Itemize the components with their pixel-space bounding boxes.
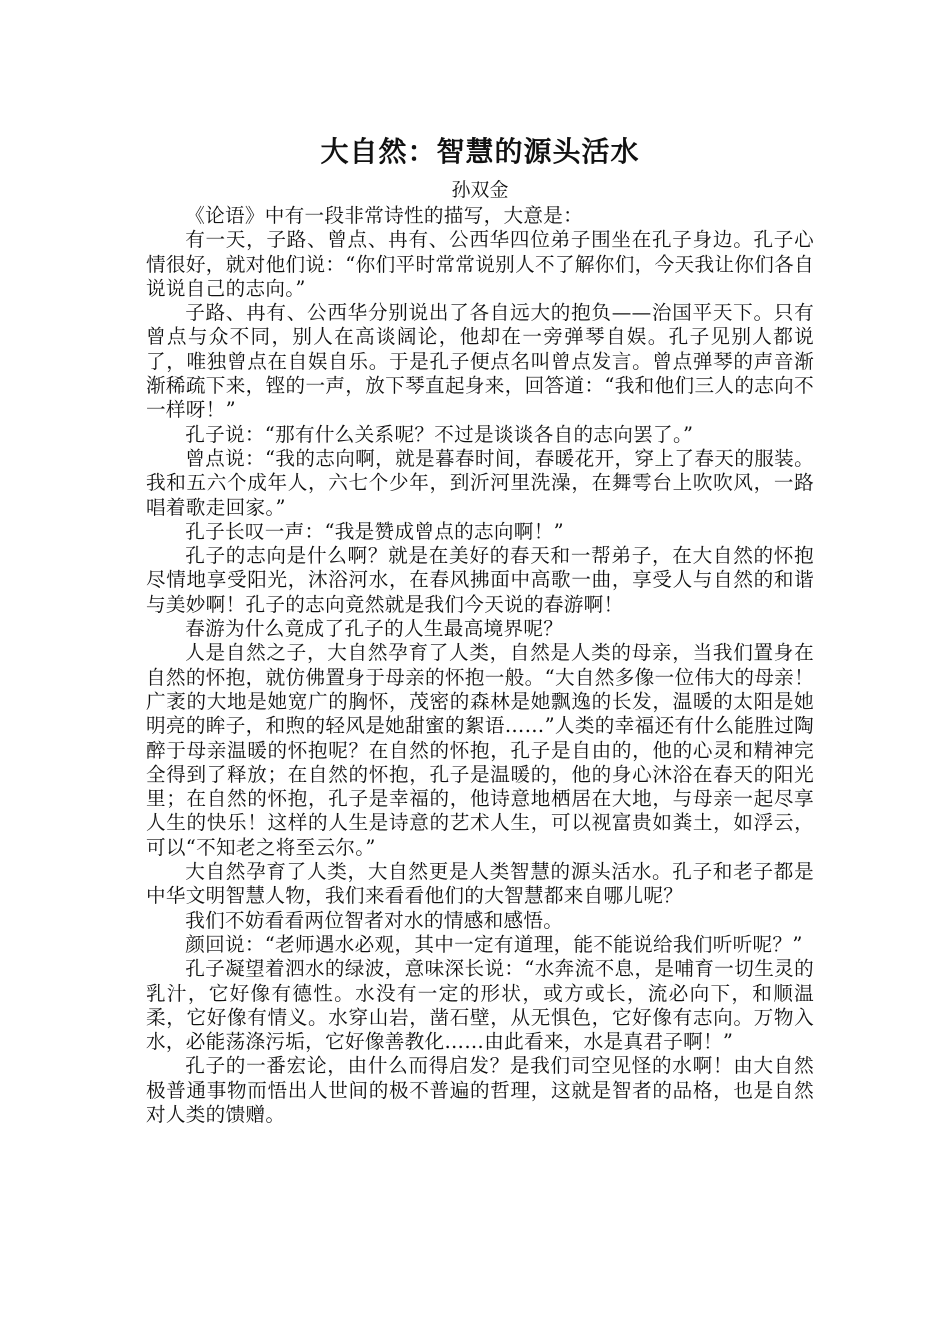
paragraph: 孔子说：“那有什么关系呢？不过是谈谈各自的志向罢了。” [185,422,694,446]
paragraph: 有一天，子路、曾点、冉有、公西华四位弟子围坐在孔子身边。孔子心情很好，就对他们说：“你们平时常常说别人不了解你们，今天我让你们各自说说自己的志向。” [146,228,814,300]
paragraph: 《论语》中有一段非常诗性的描写，大意是： [185,204,584,227]
paragraph: 大自然孕育了人类，大自然更是人类智慧的源头活水。孔子和老子都是中华文明智慧人物，我们来看看他们的大智慧都来自哪儿呢？ [146,860,814,908]
paragraph: 人是自然之子，大自然孕育了人类，自然是人类的母亲，当我们置身在自然的怀抱，就仿佛置身于母亲的怀抱一般。“大自然多像一位伟大的母亲！广袤的大地是她宽广的胸怀，茂密的森林是她飘逸的长发，温暖的太阳是她明亮的眸子，和煦的轻风是她甜蜜的絮语……”人类的幸福还有什么能胜过陶醉于母亲温暖的怀抱呢？在自然的怀抱，孔子是自由的，他的心灵和精神完全得到了释放；在自然的怀抱，孔子是温暖的，他的身心沐浴在春天的阳光里；在自然的怀抱，孔子是幸福的，他诗意地栖居在大地，与母亲一起尽享人生的快乐！这样的人生是诗意的艺术人生，可以视富贵如粪土，如浮云，可以“不知老之将至云尔。” [146,641,814,859]
paragraph: 我们不妨看看两位智者对水的情感和感悟。 [185,908,564,932]
article-body [146,204,814,1127]
paragraph: 颜回说：“老师遇水必观，其中一定有道理，能不能说给我们听听呢？” [185,932,803,956]
paragraph: 孔子的一番宏论，由什么而得启发？是我们司空见怪的水啊！由大自然极普通事物而悟出人世间的极不普遍的哲理，这就是智者的品格，也是自然对人类的馈赠。 [146,1054,814,1126]
paragraph: 子路、冉有、公西华分别说出了各自远大的抱负——治国平天下。只有曾点与众不同，别人在高谈阔论，他却在一旁弹琴自娱。孔子见别人都说了，唯独曾点在自娱自乐。于是孔子便点名叫曾点发言。曾点弹琴的声音渐渐稀疏下来，铿的一声，放下琴直起身来，回答道：“我和他们三人的志向不一样呀！” [146,301,814,422]
article-author: 孙双金 [451,179,509,201]
paragraph: 孔子的志向是什么啊？就是在美好的春天和一帮弟子，在大自然的怀抱尽情地享受阳光，沐浴河水，在春风拂面中高歌一曲，享受人与自然的和谐与美妙啊！孔子的志向竟然就是我们今天说的春游啊！ [146,544,814,616]
document-page [146,132,814,1127]
article-title: 大自然：智慧的源头活水 [320,135,640,168]
paragraph: 孔子长叹一声：“我是赞成曾点的志向啊！” [185,519,564,543]
paragraph: 曾点说：“我的志向啊，就是暮春时间，春暖花开，穿上了春天的服装。我和五六个成年人，六七个少年，到沂河里洗澡，在舞雩台上吹吹风，一路唱着歌走回家。” [146,446,814,519]
paragraph: 孔子凝望着泗水的绿波，意味深长说：“水奔流不息，是哺育一切生灵的乳汁，它好像有德性。水没有一定的形状，或方或长，流必向下，和顺温柔，它好像有情义。水穿山岩，凿石壁，从无惧色，它好像有志向。万物入水，必能荡涤污垢，它好像善教化……由此看来，水是真君子啊！” [146,957,814,1054]
paragraph: 春游为什么竟成了孔子的人生最高境界呢？ [185,617,564,641]
